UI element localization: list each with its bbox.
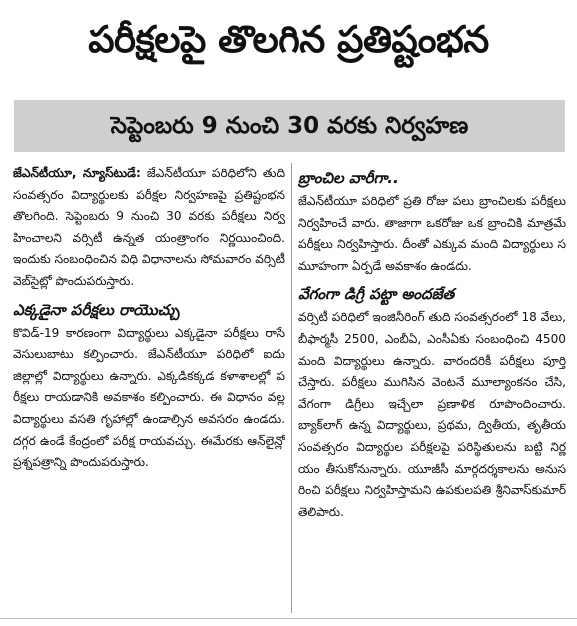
subheadline-banner (14, 100, 565, 152)
section-title-quick-degree: వేగంగా డిగ్రీ పట్టా అందజేత (298, 285, 455, 304)
section-text-quick-degree: వర్సిటీ పరిధిలో ఇంజినీరింగ్‌ తుది సంవత్సరంలో 18 వేలు, బీఫార్మసీ 2500, ఎంబీఏ, ఎంసీఏకు సంబంధించి 4500 మంది విద్యార్థులు ఉన్నారు. వారందరికీ పరీక్షలు పూర్తి చేస్తారు. పరీక్షలు ముగిసిన వెంటనే మూల్యాంకనం చేసి, వేగంగా డిగ్రీలు ఇచ్చేలా ప్రణాళిక రూపొందించారు. బ్యాక్‌లాగ్‌ ఉన్న విద్యార్థులు, ప్రథమ, ద్వితీయ, తృతీయ సంవత్సరం విద్యార్థుల పరీక్షలపై పరిస్థితులను బట్టి నిర్ణయం తీసుకోనున్నారు. యూజీసీ మార్గదర్శకాలను అనుసరించి పరీక్షలు నిర్వహిస్తామని ఉపకులపతి శ్రీనివాస్‌కుమార్‌ తెలిపారు. (298, 310, 566, 519)
column-divider (291, 163, 292, 613)
intro-paragraph (13, 163, 285, 293)
bottom-rule (0, 618, 577, 619)
section-title-branch-wise: బ్రాంచిల వారీగా.. (298, 169, 399, 187)
dateline: జేఎన్‌టీయూ, న్యూస్‌టుడే: (13, 166, 141, 180)
section-text-branch-wise: జేఎన్‌టీయూ పరిధిలో ప్రతి రోజు పలు బ్రాంచిలకు పరీక్షలు నిర్వహించే వారు. తాజాగా ఒకరోజు ఒక బ్రాంచికి మాత్రమే పరీక్షలు నిర్వహిస్తారు. దీంతో ఎక్కువ మంది విద్యార్థులు సమూహంగా ఏర్పడే అవకాశం ఉండదు. (298, 194, 566, 273)
section-text-anywhere-exams: కొవిడ్‌-19 కారణంగా విద్యార్థులు ఎక్కడైనా పరీక్షలు రాసే వెసులుబాటు కల్పించారు. జేఎన్‌టీయూ పరిధిలో ఐదు జిల్లాల్లో విద్యార్థులు ఉన్నారు. ఎక్కడికక్కడ కళాశాలల్లో పరీక్షలు రాయడానికి అవకాశం కల్పించారు. ఈ విధానం వల్ల విద్యార్థులు వసతి గృహాల్లో ఉండాల్సిన అవసరం ఉండదు. దగ్గర ఉండే కేంద్రంలో పరీక్ష రాయవచ్చు. ఈమేరకు ఆన్‌లైన్లో ప్రశ్నపత్రాన్ని పొందుపరుస్తారు. (13, 325, 285, 470)
left-column (13, 163, 285, 620)
headline: పరీక్షలపై తొలగిన ప్రతిష్టంభన (88, 18, 489, 61)
subheadline: సెప్టెంబరు 9 నుంచి 30 వరకు నిర్వహణ (110, 113, 469, 139)
section-title-anywhere-exams: ఎక్కడైనా పరీక్షలు రాయొచ్చు (13, 300, 180, 319)
right-column (298, 163, 566, 620)
intro-text: జేఎన్‌టీయూ పరిధిలోని తుది సంవత్సరం విద్యార్థులకు పరీక్షల నిర్వహణపై ప్రతిష్టంభన తొలగింది. సెప్టెంబరు 9 నుంచి 30 వరకు పరీక్షలు నిర్వహించాలని వర్సిటీ ఉన్నత యంత్రాంగం నిర్ణయించింది. ఇందుకు సంబంధించిన విధి విధానాలను సోమవారం వర్సిటీ వెబ్‌సైట్లో పొందుపరుస్తారు. (13, 166, 285, 288)
